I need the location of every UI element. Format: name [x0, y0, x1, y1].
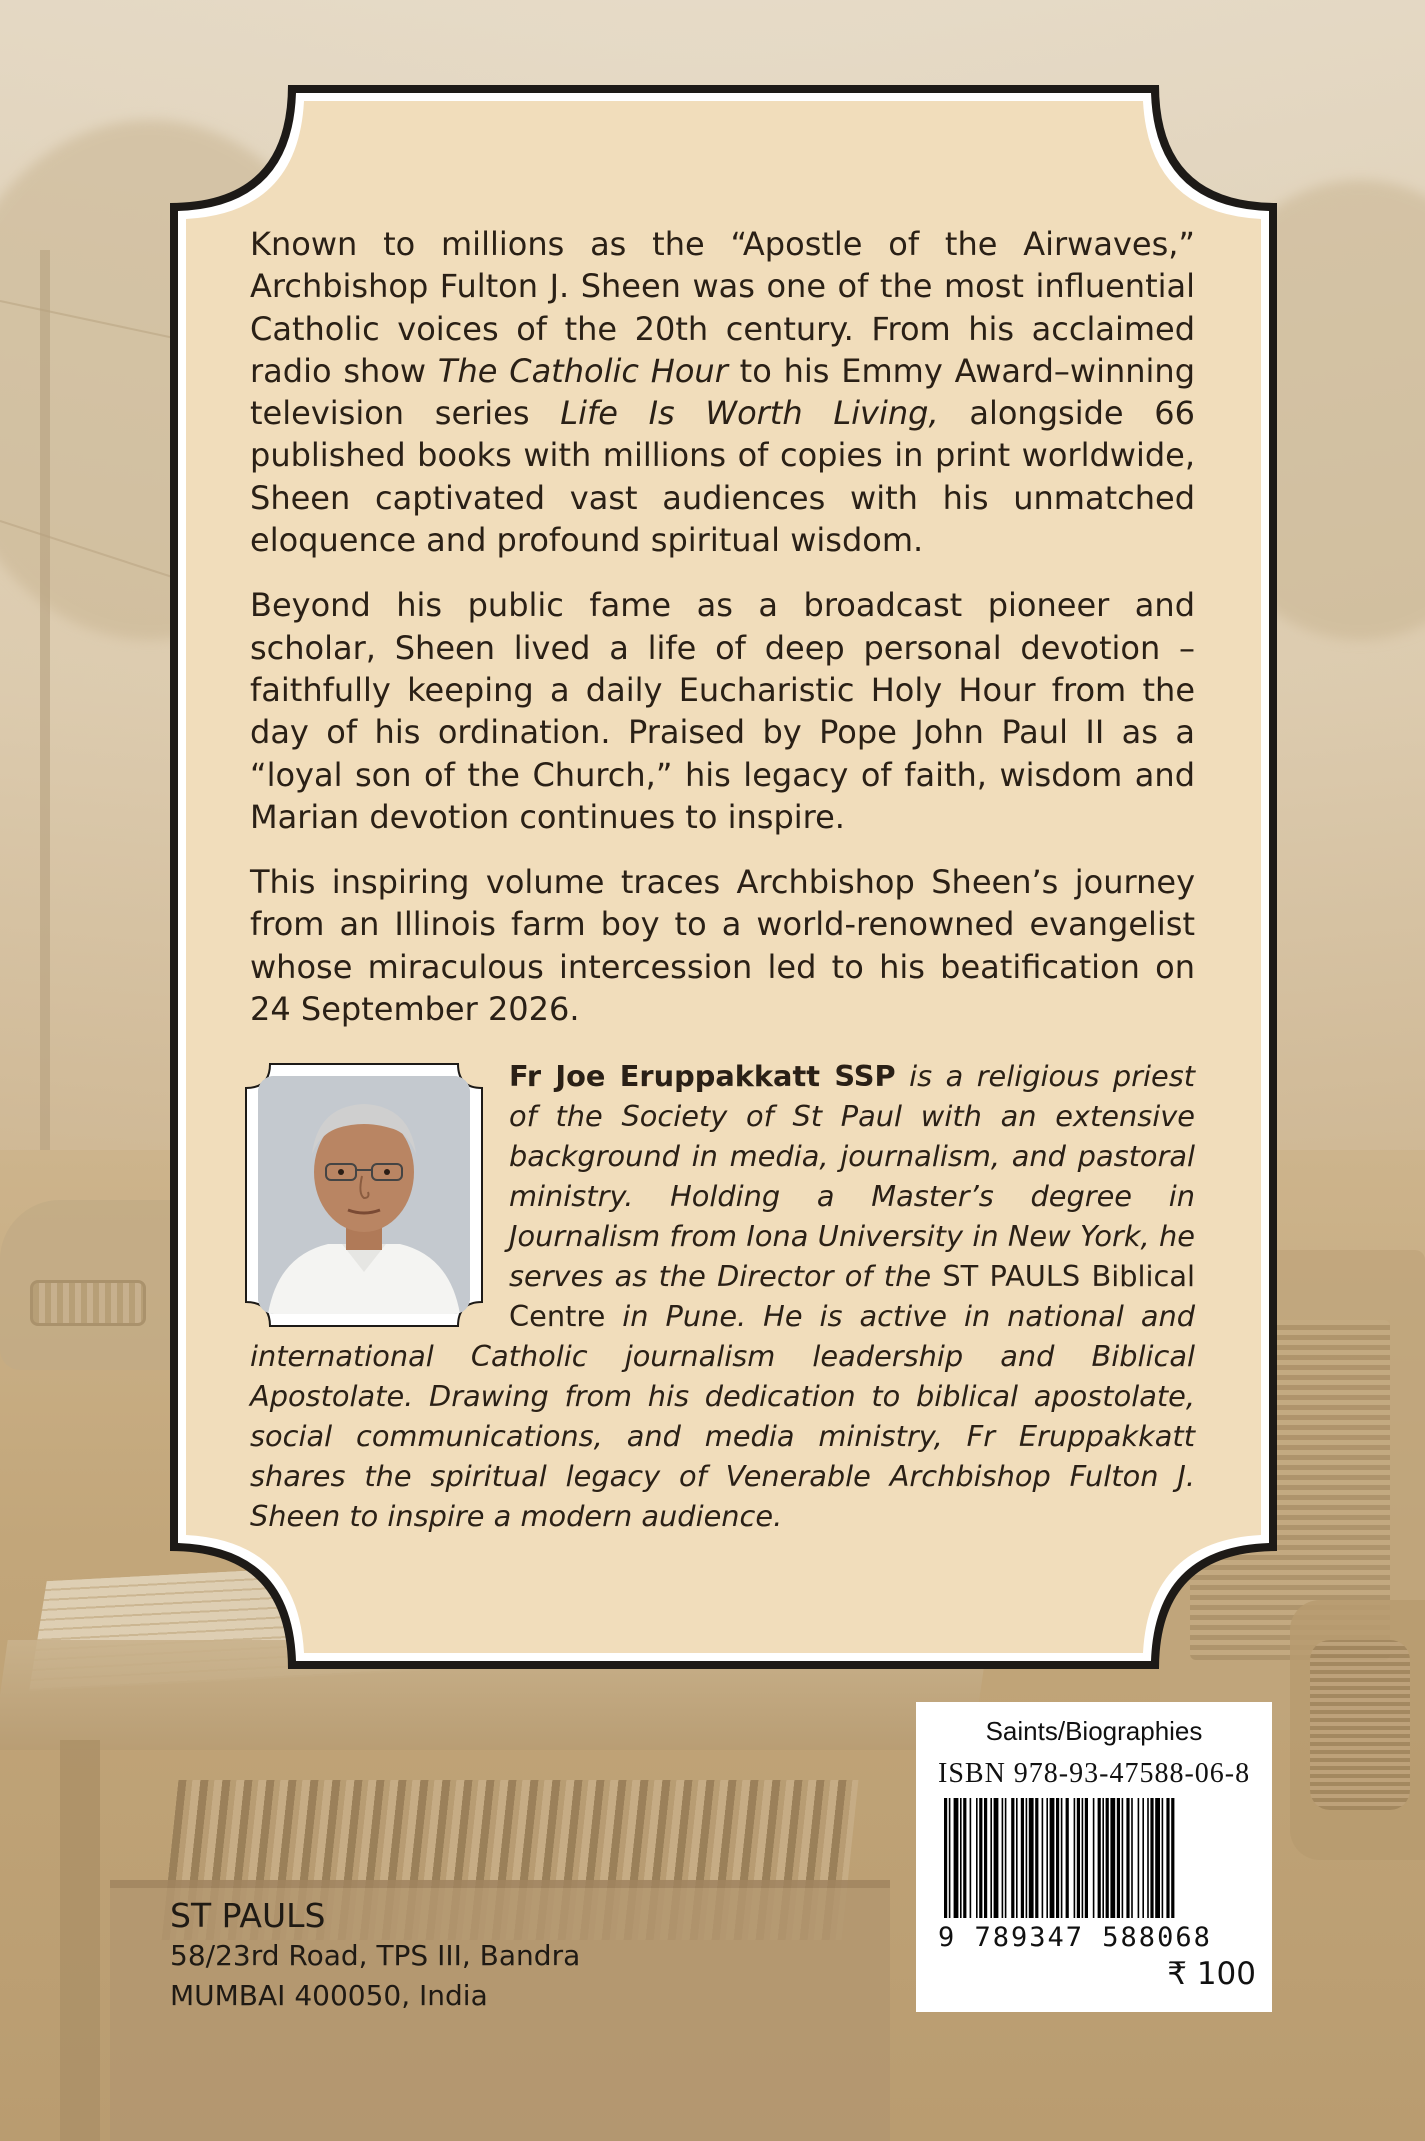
publisher-address-line1: 58/23rd Road, TPS III, Bandra — [170, 1939, 581, 1972]
barcode-bar — [1021, 1798, 1024, 1918]
author-bio-text: is a religious priest of the Society of St Paul with an extensive background in media, journalism, and pastoral ministry. Holding a Master’s degree in Journalism from Iona University in New York, he serves as the Director of the — [509, 1059, 1195, 1294]
barcode-bar — [1117, 1798, 1120, 1918]
barcode-bar — [1162, 1798, 1164, 1918]
radio-show-title: The Catholic Hour — [437, 351, 728, 390]
description-text: alongside 66 published books with millions of copies in print worldwide, Sheen captivated vast audiences with his unmatched eloquence and profound spiritual wisdom. — [250, 394, 1195, 560]
barcode-bar — [1166, 1798, 1169, 1918]
barcode-bar — [1126, 1798, 1129, 1918]
tv-series-title: Life Is Worth Living, — [560, 394, 939, 433]
background-car-grill — [30, 1280, 146, 1326]
publisher-address-line2: MUMBAI 400050, India — [170, 1979, 488, 2012]
barcode-bar — [954, 1798, 959, 1918]
background-table-leg — [60, 1740, 100, 2141]
barcode-bar — [1035, 1798, 1038, 1918]
publisher-name: ST PAULS — [170, 1896, 326, 1935]
barcode-digits: 9 789347 588068 — [938, 1922, 1212, 1953]
barcode-bar — [1082, 1798, 1084, 1918]
barcode-bar — [949, 1798, 951, 1918]
background-pole — [40, 250, 50, 1150]
author-name: Fr Joe Eruppakkatt SSP — [509, 1059, 896, 1094]
barcode-bar — [990, 1798, 992, 1918]
description-paragraph-1 — [250, 223, 1195, 561]
barcode-bar — [1046, 1798, 1048, 1918]
barcode-bar — [1142, 1798, 1144, 1918]
description-paragraph-2: Beyond his public fame as a broadcast pioneer and scholar, Sheen lived a life of deep personal devotion – faithfully keeping a daily Eucharistic Holy Hour from the day of his ordination. Praised by Pope John Paul II as a “loyal son of the Church,” his legacy of faith, wisdom and Marian devotion continues to inspire. — [250, 586, 1195, 836]
barcode-bar — [1138, 1798, 1140, 1918]
author-bio-text: in Pune. He is active in national and international Catholic journalism leadership and Biblical Apostolate. Drawing from his dedication to biblical apostolate, social communications, and media ministry, Fr Eruppakkatt shares the spiritual legacy of Venerable Archbishop Fulton J. Sheen to inspire a modern audience. — [250, 1299, 1195, 1534]
barcode-bar — [1147, 1798, 1149, 1918]
barcode-bar — [1042, 1798, 1044, 1918]
barcode-bar — [1171, 1798, 1174, 1918]
isbn-label: ISBN 978-93-47588-06-8 — [938, 1758, 1251, 1789]
barcode-bar — [1056, 1798, 1059, 1918]
publisher-info — [170, 1896, 580, 2016]
barcode-bar — [1029, 1798, 1034, 1918]
barcode-bar — [1110, 1798, 1115, 1918]
author-portrait — [258, 1076, 470, 1314]
barcode-bar — [1122, 1798, 1124, 1918]
barcode-bar — [1061, 1798, 1063, 1918]
barcode-bar — [1155, 1798, 1160, 1918]
barcode-bar — [1102, 1798, 1104, 1918]
barcode-bar — [994, 1798, 999, 1918]
barcode-bar — [979, 1798, 982, 1918]
description-text: to his Emmy Award–winning television series — [250, 351, 1195, 433]
price: ₹ 100 — [1167, 1956, 1256, 1992]
barcode-bar — [960, 1798, 962, 1918]
barcode-bar — [963, 1798, 966, 1918]
barcode-box — [916, 1702, 1272, 2012]
barcode-bar — [944, 1798, 947, 1918]
barcode-bar — [1077, 1798, 1080, 1918]
barcode-bar — [1085, 1798, 1088, 1918]
barcode-bar — [1098, 1798, 1101, 1918]
barcode-image — [944, 1798, 1244, 1918]
barcode-bar — [1016, 1798, 1018, 1918]
barcode-bar — [1131, 1798, 1133, 1918]
back-cover-text — [250, 223, 1195, 1536]
book-category: Saints/Biographies — [985, 1716, 1203, 1746]
barcode-bar — [984, 1798, 987, 1918]
background-radio-small — [1290, 1600, 1425, 1860]
barcode-bar — [1074, 1798, 1076, 1918]
author-organization: ST PAULS Biblical Centre — [509, 1259, 1195, 1334]
barcode-bar — [1026, 1798, 1028, 1918]
author-photo — [244, 1062, 484, 1328]
barcode-bar — [1050, 1798, 1055, 1918]
description-text: Known to millions as the “Apostle of the Airwaves,” Archbishop Fulton J. Sheen was one of the most influential Catholic voices of the 20th century. From his acclaimed radio show — [250, 225, 1195, 390]
description-paragraph-3: This inspiring volume traces Archbishop Sheen’s journey from an Illinois farm boy to a world-renowned evangelist whose miraculous intercession led to his beatification on 24 September 2026. — [250, 863, 1195, 1029]
barcode-bar — [1011, 1798, 1014, 1918]
barcode-bar — [976, 1798, 978, 1918]
barcode-bar — [1005, 1798, 1007, 1918]
barcode-bar — [1002, 1798, 1004, 1918]
author-bio — [250, 1056, 1195, 1536]
barcode-bar — [1066, 1798, 1069, 1918]
barcode-bar — [1150, 1798, 1153, 1918]
barcode-bar — [1093, 1798, 1095, 1918]
barcode-bar — [1106, 1798, 1109, 1918]
portrait-illustration — [258, 1076, 470, 1314]
barcode-bar — [970, 1798, 972, 1918]
